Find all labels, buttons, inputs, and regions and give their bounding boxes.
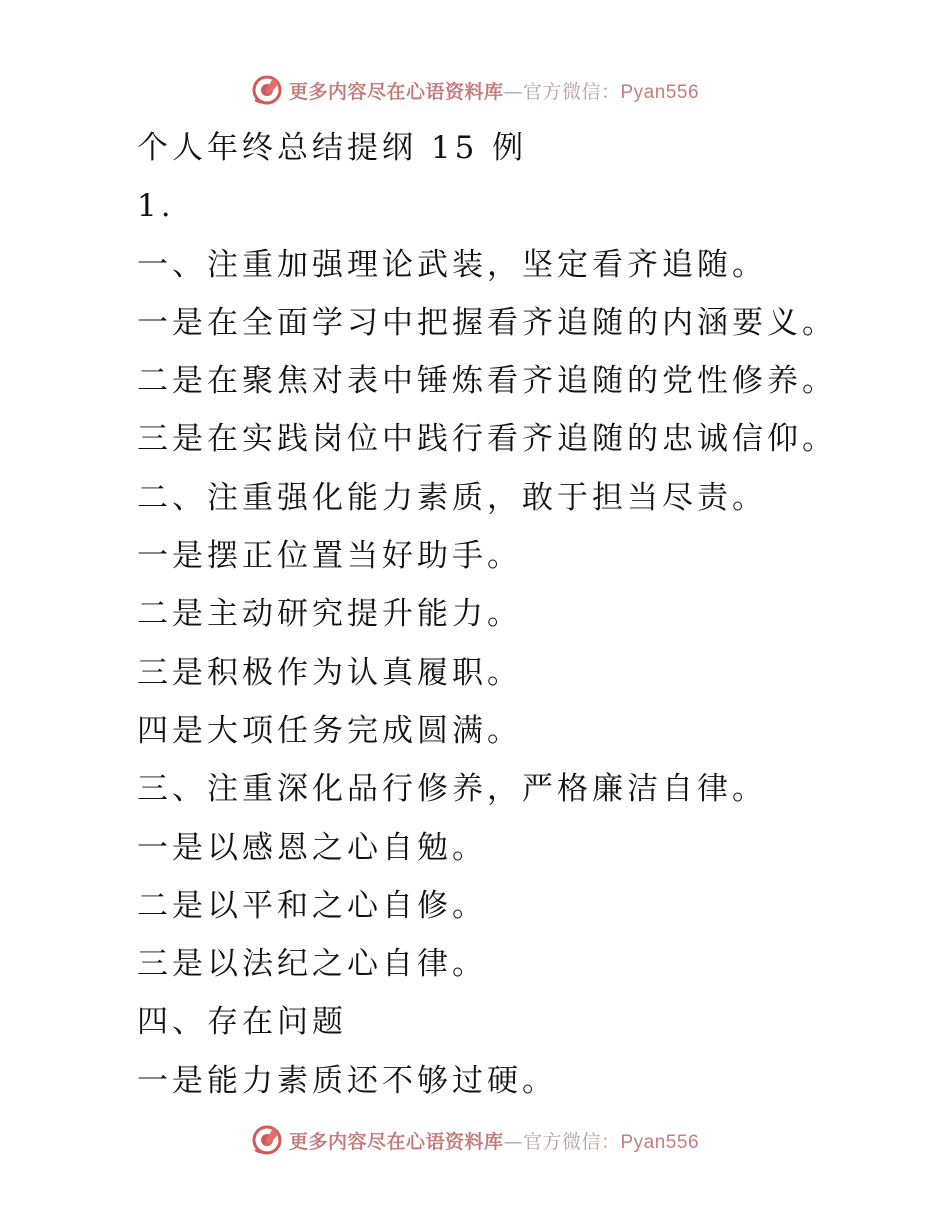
paragraph-line: 一是摆正位置当好助手。 — [137, 538, 522, 575]
paragraph-line: 二是在聚焦对表中锤炼看齐追随的党性修养。 — [137, 363, 837, 400]
paragraph-line: 一是在全面学习中把握看齐追随的内涵要义。 — [137, 304, 837, 341]
document-body — [137, 122, 937, 1113]
section-heading: 一、注重加强理论武装，坚定看齐追随。 — [137, 246, 767, 283]
paragraph-line: 三是在实践岗位中践行看齐追随的忠诚信仰。 — [137, 421, 837, 458]
paragraph-line: 一是能力素质还不够过硬。 — [137, 1062, 557, 1099]
paragraph-line: 一是以感恩之心自勉。 — [137, 829, 487, 866]
watermark-site-text: 更多内容尽在心语资料库 — [288, 1130, 504, 1153]
paragraph-line: 二是以平和之心自修。 — [137, 887, 487, 924]
watermark-wechat-label: 官方微信： — [522, 80, 621, 103]
footer-watermark — [0, 1120, 950, 1160]
watermark-wechat-id: Pyan556 — [620, 81, 700, 103]
watermark-separator: — — [503, 80, 523, 103]
section-heading: 二、注重强化能力素质，敢于担当尽责。 — [137, 479, 767, 516]
paragraph-line: 三是以法纪之心自律。 — [137, 946, 487, 983]
header-watermark — [0, 70, 950, 110]
watermark-site-text: 更多内容尽在心语资料库 — [288, 80, 504, 103]
paragraph-line: 四是大项任务完成圆满。 — [137, 712, 522, 749]
paragraph-line: 二是主动研究提升能力。 — [137, 596, 522, 633]
paragraph-line: 三是积极作为认真履职。 — [137, 654, 522, 691]
document-title: 个人年终总结提纲 15 例 — [137, 130, 528, 166]
section-heading: 四、存在问题 — [137, 1004, 347, 1041]
watermark-text — [289, 77, 699, 104]
watermark-text — [289, 1127, 699, 1154]
watermark-wechat-label: 官方微信： — [522, 1130, 621, 1153]
watermark-separator: — — [503, 1130, 523, 1153]
section-heading: 三、注重深化品行修养，严格廉洁自律。 — [137, 771, 767, 808]
item-number: 1. — [137, 188, 175, 225]
brand-logo-icon — [251, 1124, 283, 1156]
watermark-wechat-id: Pyan556 — [620, 1131, 700, 1153]
brand-logo-icon — [251, 74, 283, 106]
